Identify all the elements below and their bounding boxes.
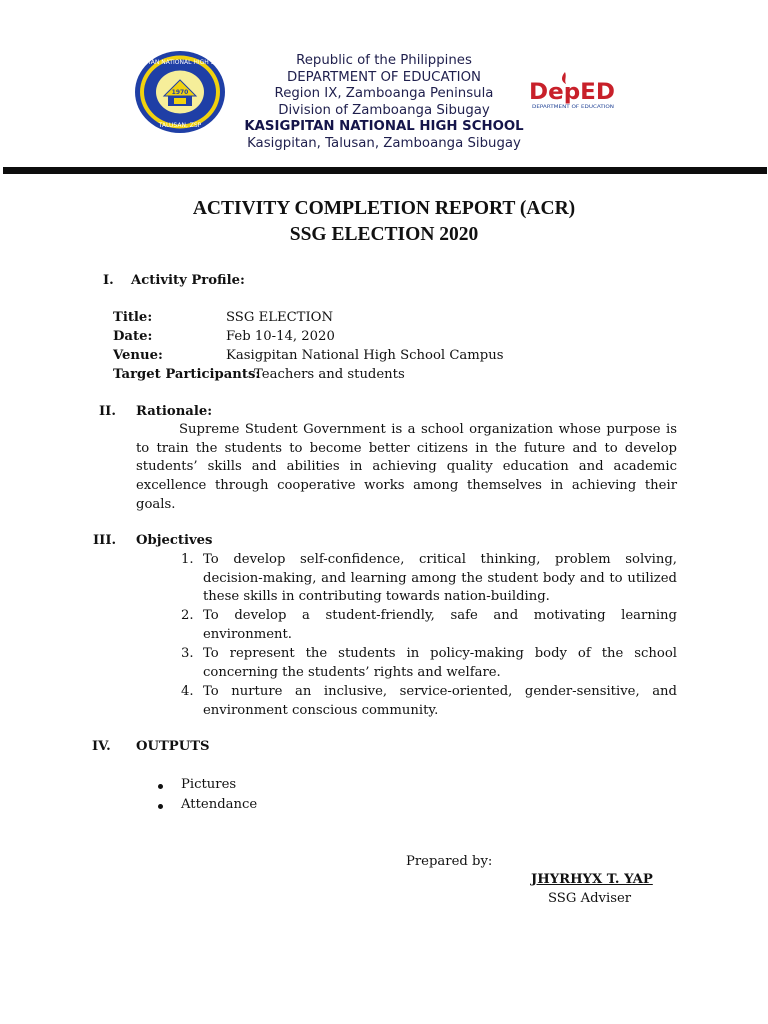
section-4-number: IV. [92, 739, 111, 754]
seal-text-top: KASIGPITAN NATIONAL HIGH SCHOOL [123, 59, 237, 66]
report-title: ACTIVITY COMPLETION REPORT (ACR) [192, 198, 576, 219]
title-value: SSG ELECTION [226, 310, 334, 325]
objective-3-number: 3. [181, 646, 194, 661]
letterhead-line-4: Division of Zamboanga Sibugay [278, 102, 490, 118]
section-1-heading: Activity Profile: [131, 273, 245, 288]
prepared-by-label: Prepared by: [406, 854, 493, 869]
output-item-1: Pictures [181, 777, 237, 792]
objective-2-number: 2. [181, 608, 194, 623]
output-item-2: Attendance [181, 797, 258, 812]
section-1-number: I. [103, 273, 114, 288]
section-3-number: III. [93, 533, 117, 548]
deped-logo-subtext: DEPARTMENT OF EDUCATION [532, 105, 598, 110]
letterhead-line-2: DEPARTMENT OF EDUCATION [287, 69, 481, 85]
section-2-heading: Rationale: [136, 404, 213, 419]
section-3-heading: Objectives [136, 533, 213, 548]
signatory-name: JHYRHYX T. YAP [531, 872, 653, 887]
letterhead-line-1: Republic of the Philippines [296, 53, 472, 68]
rationale-paragraph [136, 421, 677, 515]
objective-2 [203, 607, 677, 644]
bullet-icon [158, 784, 163, 789]
objective-2-text: To develop a student-friendly, safe and motivating learning environment. [203, 608, 677, 642]
school-name: KASIGPITAN NATIONAL HIGH SCHOOL [244, 119, 524, 134]
section-2-number: II. [99, 404, 116, 419]
school-address: Kasigpitan, Talusan, Zamboanga Sibugay [247, 135, 521, 151]
objective-3-text: To represent the students in policy-making body of the school concerning the students’ rights and welfare. [203, 646, 677, 680]
date-value: Feb 10-14, 2020 [226, 329, 335, 344]
seal-year: 1970 [171, 89, 189, 96]
objective-4 [203, 683, 677, 720]
objective-1 [203, 551, 677, 607]
deped-logo [527, 68, 619, 112]
participants-label: Target Participants: [113, 367, 261, 382]
rationale-text: Supreme Student Government is a school organization whose purpose is to train the students to become better citizens in the future and to develop students’ skills and abilities in achieving quality education and academic excellence through cooperative works among themselves in achieving their goals. [136, 422, 677, 512]
objective-3 [203, 645, 677, 682]
letterhead-line-3: Region IX, Zamboanga Peninsula [274, 86, 494, 101]
signatory-position: SSG Adviser [548, 891, 632, 906]
venue-label: Venue: [113, 348, 163, 363]
report-subtitle: SSG ELECTION 2020 [289, 224, 479, 245]
venue-value: Kasigpitan National High School Campus [226, 348, 504, 363]
objective-1-number: 1. [181, 552, 194, 567]
seal-text-bottom: TALUSAN, ZSP [158, 122, 202, 129]
date-label: Date: [113, 329, 153, 344]
bullet-icon [158, 804, 163, 809]
header-divider [3, 167, 767, 174]
letterhead [0, 53, 768, 152]
objective-4-text: To nurture an inclusive, service-oriented, gender-sensitive, and environment conscious community. [203, 684, 677, 718]
objective-1-text: To develop self-confidence, critical thinking, problem solving, decision-making, and learning among the student body and to utilized these skills in contributing towards nation-building. [203, 552, 677, 605]
deped-logo-text: DepED [529, 80, 615, 105]
objective-4-number: 4. [181, 684, 194, 699]
participants-value: Teachers and students [254, 367, 405, 382]
section-4-heading: OUTPUTS [136, 739, 210, 754]
title-label: Title: [113, 310, 153, 325]
